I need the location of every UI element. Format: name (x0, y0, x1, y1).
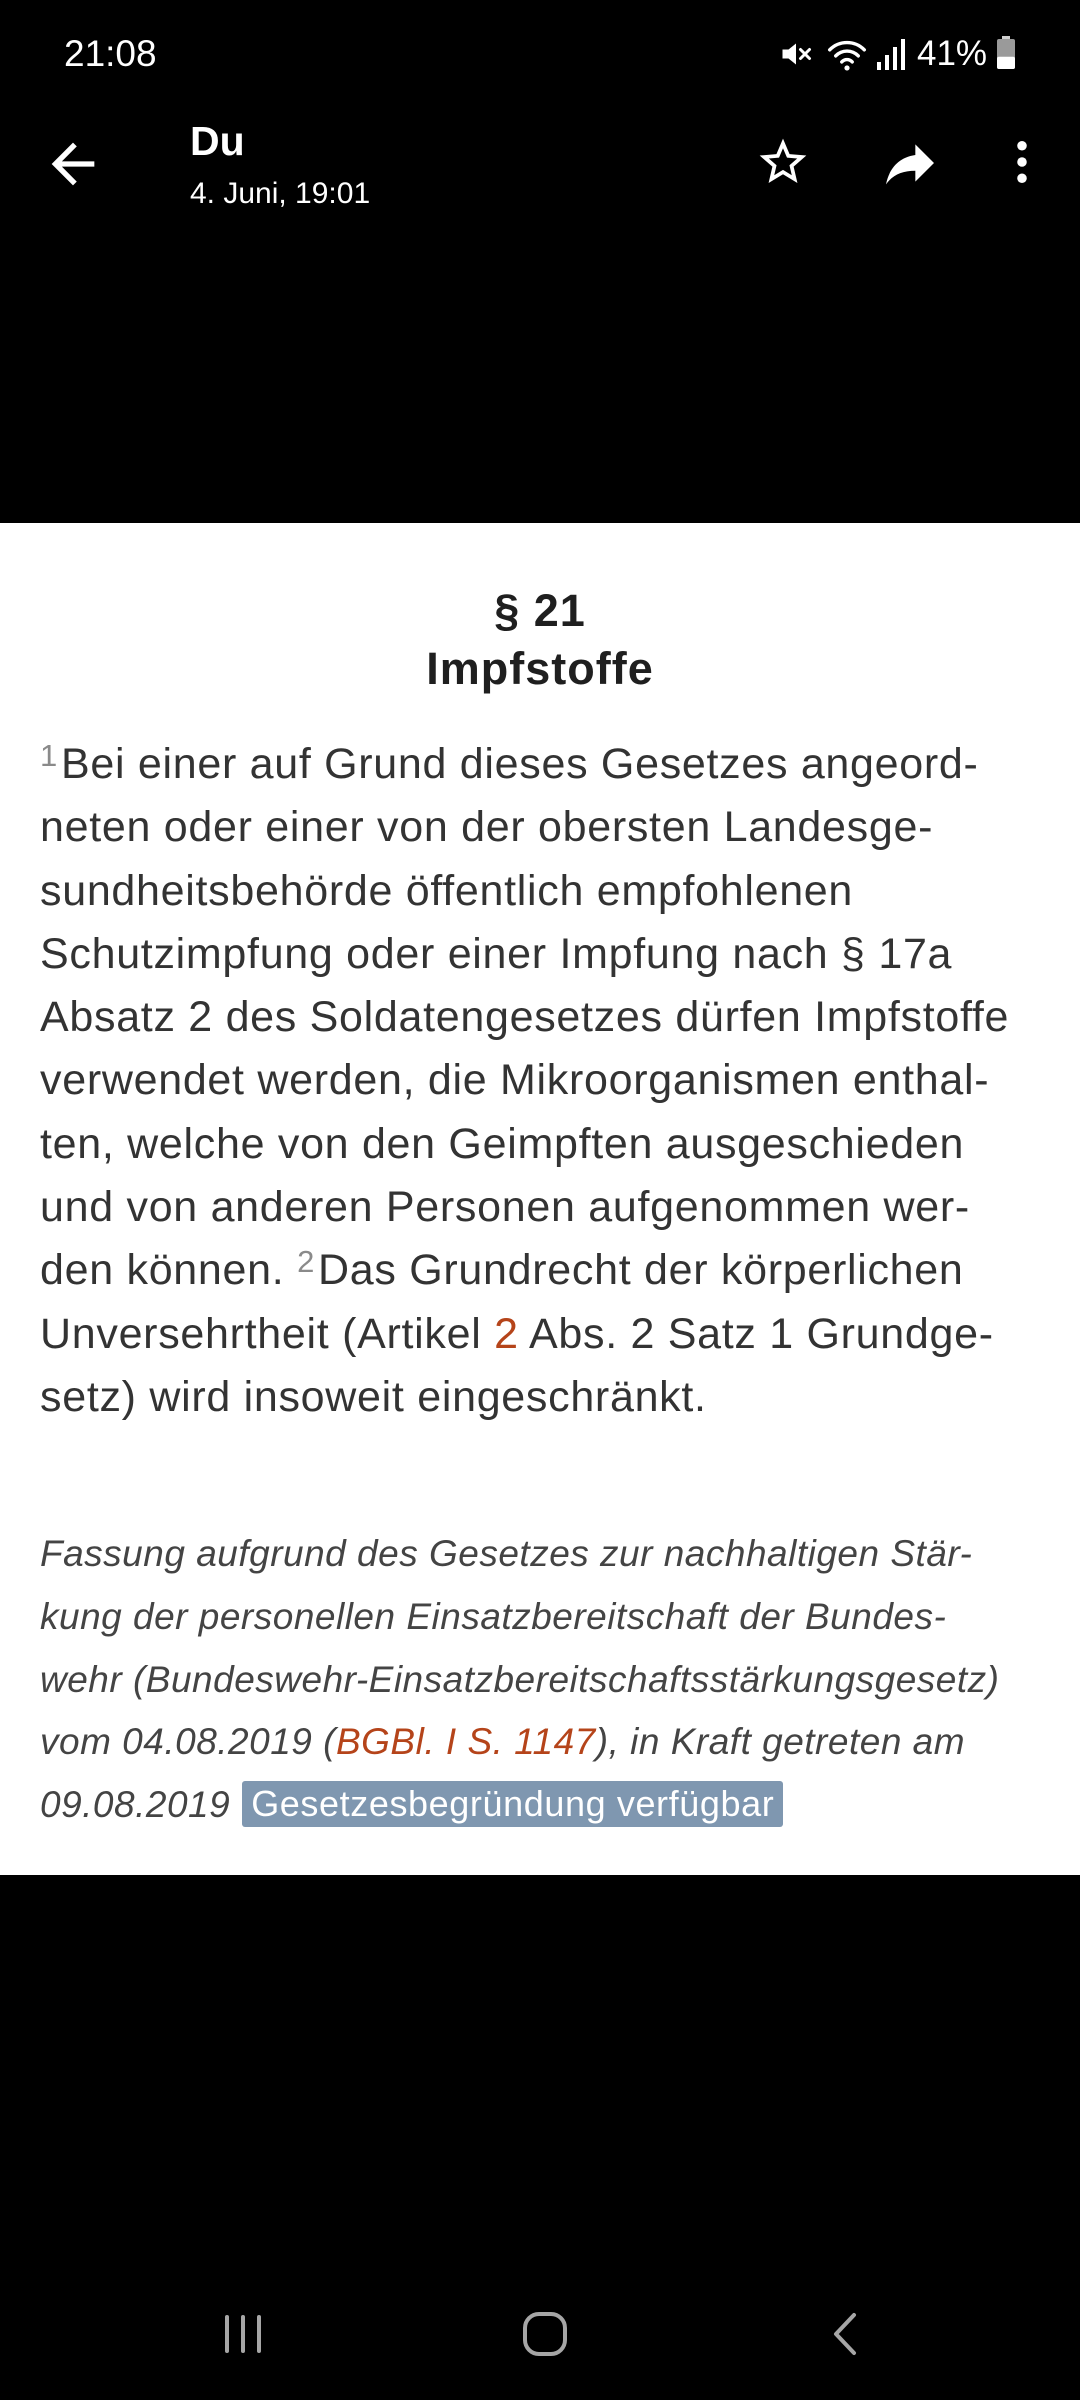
body-line (40, 733, 1060, 796)
body-line: neten oder einer von der obersten Landesge- (40, 803, 934, 852)
body-line: sundheitsbehörde öffentlich empfohlenen (40, 866, 854, 915)
recents-button[interactable] (213, 2304, 273, 2364)
back-button[interactable] (38, 129, 108, 199)
body-line: Schutzimpfung oder einer Impfung nach § 17a (40, 929, 953, 978)
body-line-text: Abs. 2 Satz 1 Grundge- (518, 1309, 994, 1358)
note-line (40, 1711, 1060, 1774)
more-vertical-icon (996, 136, 1048, 188)
body-line: setz) wird insoweit eingeschränkt. (40, 1372, 707, 1421)
status-time: 21:08 (64, 33, 157, 74)
mute-icon (778, 36, 814, 72)
app-header (0, 100, 1080, 230)
section-title: Impfstoffe (426, 643, 654, 694)
system-back-button[interactable] (816, 2304, 876, 2364)
note-line: kung der personellen Einsatzbereitschaft der Bundes- (40, 1595, 947, 1637)
battery-fill (997, 57, 1015, 69)
sentence-marker: 1 (40, 738, 58, 773)
body-line: ten, welche von den Geimpften ausgeschieden (40, 1119, 965, 1168)
star-icon (755, 134, 811, 190)
chevron-left-icon (824, 2312, 868, 2356)
body-paragraph (40, 733, 1060, 1429)
recents-icon (223, 2314, 263, 2354)
body-line-text: den können. (40, 1246, 298, 1295)
note-line-text: ), in Kraft getreten am (595, 1721, 966, 1763)
body-line-text: Bei einer auf Grund dieses Gesetzes angeord- (60, 740, 979, 788)
home-icon (522, 2311, 568, 2357)
article-link: 2 (494, 1309, 519, 1358)
wifi-icon (826, 36, 868, 74)
note-line-text: vom 04.08.2019 ( (40, 1721, 336, 1763)
message-timestamp: 4. Juni, 19:01 (190, 177, 371, 210)
body-line (40, 1239, 1060, 1302)
justification-badge: Gesetzesbegründung verfügbar (242, 1781, 783, 1827)
arrow-left-icon (41, 132, 105, 196)
battery-icon (996, 36, 1016, 70)
section-heading (0, 582, 1080, 698)
home-button[interactable] (515, 2304, 575, 2364)
sender-name: Du (190, 118, 245, 164)
status-bar (0, 0, 1080, 100)
body-line: Absatz 2 des Soldatengesetzes dürfen Impfstoffe (40, 993, 1010, 1042)
note-line: Fassung aufgrund des Gesetzes zur nachhaltigen Stär- (40, 1533, 973, 1574)
bgbl-link: BGBl. I S. 1147 (335, 1721, 596, 1763)
body-line (40, 1303, 1060, 1366)
navigation-bar (0, 2290, 1080, 2400)
sentence-marker: 2 (297, 1244, 316, 1280)
shared-image[interactable] (0, 523, 1080, 1875)
body-line-text: Unversehrtheit (Artikel (40, 1309, 495, 1358)
share-icon (878, 131, 942, 195)
body-line-text: Das Grundrecht der körperlichen (318, 1246, 964, 1295)
signal-icon (877, 38, 907, 70)
effective-date: 09.08.2019 (40, 1784, 231, 1826)
battery-percent: 41% (917, 34, 988, 73)
note-line: wehr (Bundeswehr-Einsatzbereitschaftsstärkungsgesetz) (40, 1658, 1000, 1700)
favorite-button[interactable] (753, 132, 813, 192)
note-line (40, 1774, 1060, 1837)
section-number: § 21 (494, 585, 586, 636)
version-note (40, 1523, 1060, 1837)
share-button[interactable] (875, 128, 945, 198)
body-line: verwendet werden, die Mikroorganismen enthal- (40, 1056, 990, 1105)
more-options-button[interactable] (992, 132, 1052, 192)
body-line: und von anderen Personen aufgenommen wer- (40, 1183, 970, 1232)
